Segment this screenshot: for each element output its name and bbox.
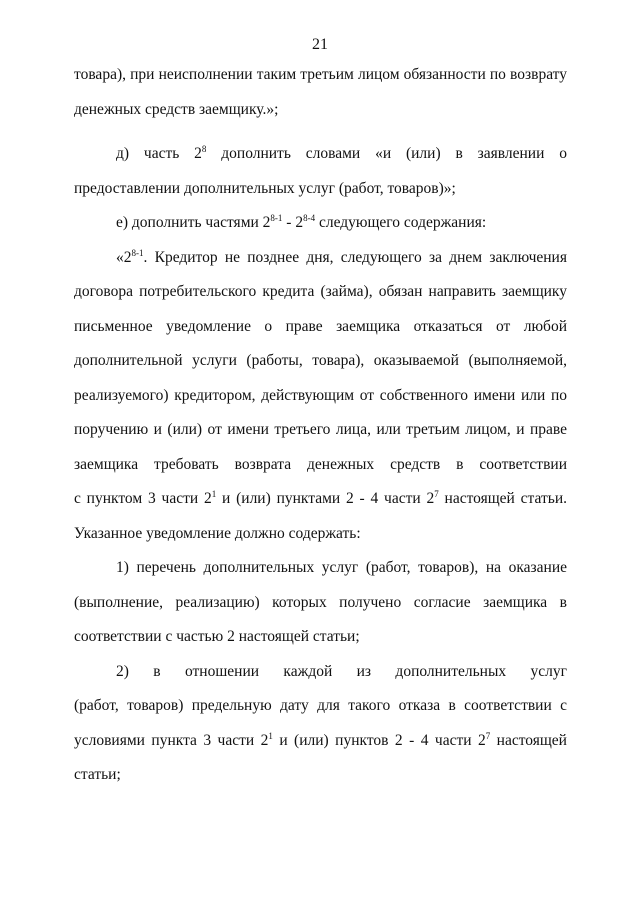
- text-line: (выполнение, реализацию) которых получено согласие заемщика в: [74, 593, 567, 611]
- text-line: условиями пункта 3 части $2^1$ и (или) пунктов 2 - 4 части $2^7$ настоящей: [74, 730, 567, 749]
- text-line: статьи;: [74, 766, 121, 783]
- text-line: «2$^{8-1}$. Кредитор не позднее дня, следующего за днем заключения: [116, 247, 567, 266]
- text-line: письменное уведомление о праве заемщика отказаться от любой: [74, 317, 567, 335]
- text-line: договора потребительского кредита (займа), обязан направить заемщику: [74, 283, 567, 300]
- text-line: товара), при неисполнении таким третьим лицом обязанности по возврату: [74, 66, 567, 83]
- text-line: 1) перечень дополнительных услуг (работ, товаров), на оказание: [116, 559, 567, 576]
- text-line: е) дополнить частями 2$^{8-1}$ - 2$^{8-4}$ следующего содержания:: [116, 213, 487, 231]
- text-line: поручению и (или) от имени третьего лица, или третьим лицом, и праве: [74, 421, 567, 438]
- text-line: д) часть $2^8$ дополнить словами «и (или) в заявлении о: [116, 144, 567, 162]
- text-line: (работ, товаров) предельную дату для такого отказа в соответствии с: [74, 697, 567, 714]
- text-line: денежных средств заемщику.»;: [74, 100, 279, 118]
- text-line: реализуемого) кредитором, действующим от собственного имени или по: [74, 386, 567, 404]
- document-text: [74, 58, 567, 793]
- text-line: 2) в отношении каждой из дополнительных услуг: [116, 662, 567, 680]
- text-line: соответствии с частью 2 настоящей статьи;: [74, 628, 360, 645]
- text-line: предоставлении дополнительных услуг (работ, товаров)»;: [74, 179, 456, 197]
- text-line: с пунктом 3 части $2^1$ и (или) пунктами 2 - 4 части $2^7$ настоящей статьи.: [74, 489, 567, 507]
- text-line: заемщика требовать возврата денежных средств в соответствии: [74, 455, 567, 473]
- page-number: 21: [312, 36, 328, 53]
- text-line: дополнительной услуги (работы, товара), оказываемой (выполняемой,: [74, 352, 567, 369]
- text-line: Указанное уведомление должно содержать:: [74, 524, 361, 542]
